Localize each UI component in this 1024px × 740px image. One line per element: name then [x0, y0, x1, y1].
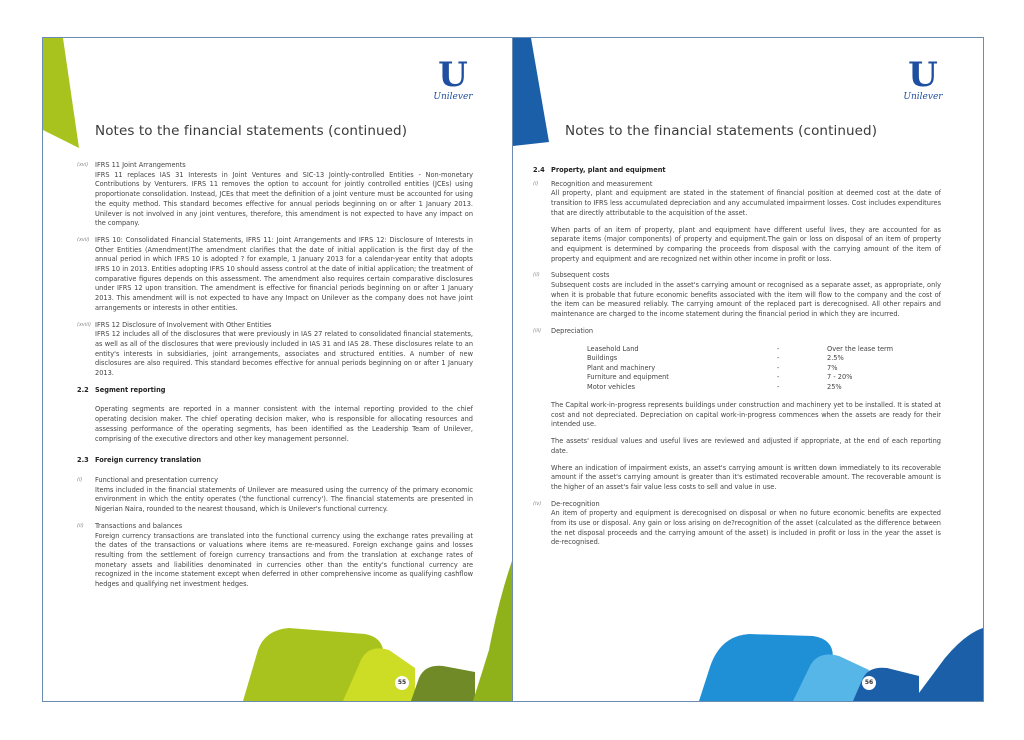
section-title: Property, plant and equipment: [551, 166, 666, 174]
note-heading: De-recognition: [551, 499, 600, 508]
note-text: The assets' residual values and useful lives are reviewed and adjusted if appropriate, at the end of each reporting date.: [551, 437, 941, 455]
page-title: Notes to the financial statements (continued): [565, 123, 878, 139]
unilever-logo: U Unilever: [903, 55, 943, 102]
table-row: [587, 354, 893, 364]
note-text: Foreign currency transactions are translated into the functional currency using the exchange rates prevailing at the dates of the transactions or valuations where items are re-measured. Foreign exchange gains and losses resulting from the settlement of foreign currency transactions and from the translation at exchange rates of monetary assets and liabilities denominated in currencies other than the entity's functional currency are recognized in the income statement except when deferred in other comprehensive income as qualifying cashflow hedges and qualifying net investment hedges.: [95, 531, 473, 589]
note-heading: IFRS 11 Joint Arrangements: [95, 161, 186, 169]
note-functional-currency: [77, 476, 473, 515]
top-left-blue-shape: [513, 38, 549, 146]
note-transactions-balances: [77, 522, 473, 590]
note-text: IFRS 12 includes all of the disclosures that were previously in IAS 27 related to consolidated financial statements, as well as all of the disclosures that were previously included in IAS 31 and IAS 28. These disclosures relate to an entity's interests in subsidiaries, joint arrangements, associates and structured entities. A number of new disclosures are also required. This standard becomes effective for annual periods beginning on or after 1 January 2013.: [95, 330, 473, 378]
note-heading: Recognition and measurement: [551, 179, 653, 188]
item-marker: (xvi): [77, 162, 89, 168]
item-marker: (iv): [533, 500, 542, 507]
item-marker: (xvii): [77, 236, 90, 243]
note-text: When parts of an item of property, plant and equipment have different useful lives, they are accounted for as separate items (major components) of property and equipment.The gain or loss on disposal of an item of property and equipment is determined by comparing the proceeds from disposal with the carrying amount of the item of property and equipment and are recognized net within other income in profit or loss.: [551, 225, 941, 263]
dash-cell: -: [777, 373, 780, 382]
page-number: 55: [395, 676, 409, 690]
item-marker: (ii): [533, 272, 540, 279]
section-title: Segment reporting: [95, 385, 166, 394]
left-content: [77, 161, 473, 597]
section-number: 2.3: [77, 456, 89, 465]
top-left-green-shape: [43, 38, 79, 148]
section-2-3-heading: [77, 456, 473, 466]
rate-cell: 25%: [827, 382, 842, 391]
note-heading: Subsequent costs: [551, 271, 610, 280]
item-marker: (ii): [77, 522, 84, 529]
note-heading: Depreciation: [551, 326, 594, 335]
right-page: [512, 37, 984, 702]
right-content: [533, 166, 941, 555]
note-heading: IFRS 12 Disclosure of Involvement with Other Entities: [95, 320, 272, 329]
table-row: [587, 364, 893, 374]
section-2-4-heading: [533, 166, 941, 176]
asset-cell: Furniture and equipment: [587, 373, 669, 382]
table-row: [587, 345, 893, 355]
table-row: [587, 373, 893, 383]
note-subsequent-costs: [533, 271, 941, 320]
note-depreciation: [533, 327, 941, 493]
item-marker: (i): [533, 180, 539, 187]
dash-cell: -: [777, 363, 780, 372]
segment-reporting-text: Operating segments are reported in a manner consistent with the internal reporting provided to the chief operating decision maker. The chief operating decision maker, who is responsible for allocating resources and assessing performance of the operating segments, has been identified as the Leadership Team of Unilever, comprising of the executive directors and other key management personnel.: [95, 405, 473, 443]
note-heading: Transactions and balances: [95, 521, 183, 530]
note-derecognition: [533, 500, 941, 549]
note-xvii: [77, 236, 473, 314]
left-page: [42, 37, 513, 702]
note-xvi: [77, 161, 473, 229]
note-text: IFRS 10: Consolidated Financial Statements, IFRS 11: Joint Arrangements and IFRS 12: Disclosure of Interests in Other Entities (Amendment)The amendment clarifies that the date of initial application is the first day of the annual period in which IFRS 10 is adopted ? for example, 1 January 2013 for a calendar-year entity that adopts IFRS 10 in 2013. Entities adopting IFRS 10 should assess control at the date of initial application; the treatment of comparative figures depends on this assessment. The amendment also requires certain comparative disclosures under IFRS 12 upon transition. The amendment is effective for financial periods beginning on or after 1 January 2013. This amendment will is not expected to have any Impact on Unilever as the company does not have joint arrangements or interests in other entities.: [95, 235, 473, 312]
page-number: 56: [862, 676, 876, 690]
note-text: An item of property and equipment is derecognised on disposal or when no future economic benefits are expected from its use or disposal. Any gain or loss arising on de?recognition of the asset (calculated as the difference between the net disposal proceeds and the carrying amount of the asset) is included in profit or loss in the year the asset is de-recognised.: [551, 509, 941, 547]
section-title: Foreign currency translation: [95, 456, 202, 465]
rate-cell: Over the lease term: [827, 344, 894, 353]
page-title: Notes to the financial statements (continued): [95, 123, 408, 139]
note-text: Items included in the financial statements of Unilever are measured using the currency of the primary economic environment in which the entity operates ('the functional currency'). The financial statements are presented in Nigerian Naira, rounded to the nearest thousand, which is Unilever's functional currency.: [95, 485, 473, 514]
asset-cell: Buildings: [587, 354, 618, 363]
note-heading: Functional and presentation currency: [95, 475, 219, 484]
section-number: 2.2: [77, 385, 89, 394]
bottom-right-blue-shape: [913, 628, 983, 701]
item-marker: (xviii): [77, 321, 91, 328]
item-marker: (iii): [533, 327, 542, 334]
asset-cell: Plant and machinery: [587, 363, 656, 372]
dash-cell: -: [777, 354, 780, 363]
asset-cell: Motor vehicles: [587, 382, 636, 391]
rate-cell: 7 - 20%: [827, 373, 853, 382]
bottom-right-green-shape: [473, 558, 513, 701]
note-text: IFRS 11 replaces IAS 31 Interests in Joint Ventures and SIC-13 Jointly-controlled Entities - Non-monetary Contributions by Venturers. IFRS 11 removes the option to account for jointly controlled entities (JCEs) using proportionate consolidation. Instead, JCEs that meet the definition of a joint venture must be accounted for using the equity method. This standard becomes effective for annual periods beginning on or after 1 January 2013. Unilever is not involved in any joint ventures, therefore, this amendment is not expected to have any impact on the company.: [95, 170, 473, 228]
asset-cell: Leasehold Land: [587, 344, 639, 353]
table-row: [587, 383, 893, 393]
note-text: The Capital work-in-progress represents buildings under construction and machinery yet to be installed. It is stated at cost and not depreciated. Depreciation on capital work-in-progress commences when the assets are ready for their intended use.: [551, 401, 941, 429]
bottom-olive-shape: [411, 666, 475, 701]
rate-cell: 2.5%: [827, 354, 844, 363]
note-text: Where an indication of impairment exists, an asset's carrying amount is written down immediately to its recoverable amount if the asset's carrying amount is greater than it's estimated recoverable amount. The recoverable amount is the higher of an asset's fair value less costs to sell and value in use.: [551, 463, 941, 491]
note-recognition: [533, 180, 941, 265]
note-xviii: [77, 321, 473, 379]
section-number: 2.4: [533, 166, 545, 174]
dash-cell: -: [777, 382, 780, 391]
section-2-2-heading: [77, 386, 473, 396]
rate-cell: 7%: [827, 363, 838, 372]
dash-cell: -: [777, 344, 780, 353]
note-text: Subsequent costs are included in the asset's carrying amount or recognised as a separate asset, as appropriate, only when it is probable that future economic benefits associated with the item will flow to the company and the cost of the item can be measured reliably. The carrying amount of the replaced part is derecognised. All other repairs and maintenance are charged to the income statement during the financial period in which they are incurred.: [551, 281, 941, 319]
depreciation-rates-table: [587, 345, 893, 393]
unilever-logo: U Unilever: [433, 55, 473, 102]
note-text: All property, plant and equipment are stated in the statement of financial position at deemed cost at the date of transition to IFRS less accumulated depreciation and any accumulated impairment losses. Cost includes expenditures that are directly attributable to the acquisition of the asset.: [551, 189, 941, 217]
item-marker: (i): [77, 476, 83, 483]
